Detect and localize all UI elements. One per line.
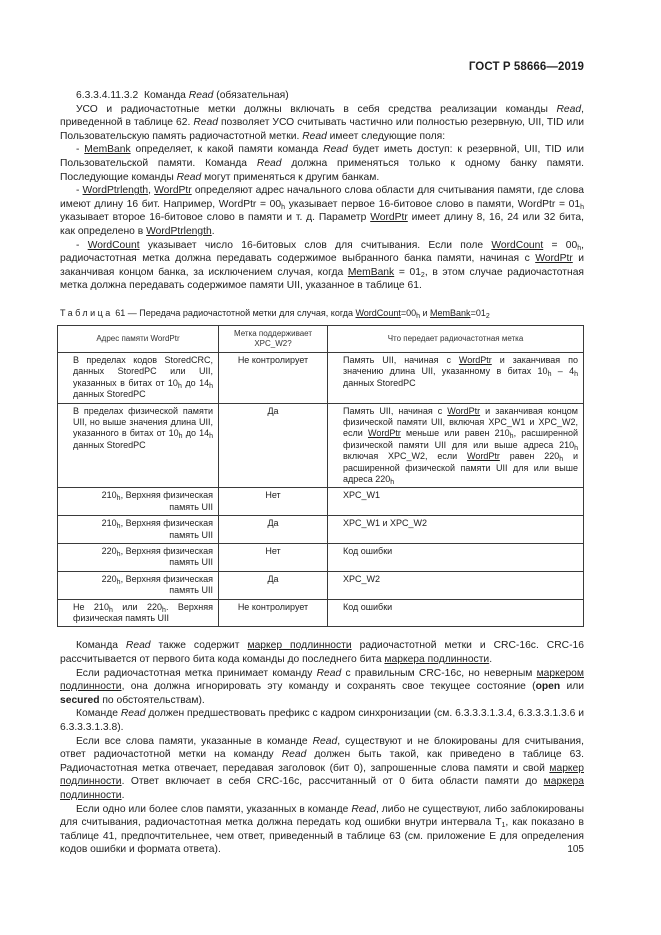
cell-address: $210_h$, Верхняя физическая память UII bbox=[58, 516, 219, 544]
column-header-address: Адрес памяти WordPtr bbox=[58, 325, 219, 352]
table-header-row bbox=[58, 325, 584, 352]
cell-address: Не $210_h$ или $220_h$. Верхняя физическая память UII bbox=[58, 599, 219, 627]
paragraph-error: Если одно или более слов памяти, указанных в команде Read, либо не существуют, либо заблокированы для считывания, радиочастотная метка должна передать код ошибки внутри интервала $T_1$, как показано в таблице 41, предпочтительнее, чем ответ, приведенный в таблице 63 (см. приложение Е для определения кодов ошибки и формата ответа). bbox=[60, 803, 584, 856]
column-header-transmits: Что передает радиочастотная метка bbox=[328, 325, 584, 352]
cell-address: В пределах физической памяти UII, но выше значения длина UII, указанного в битах от $10_h$ до $14_h$ данных StoredPC bbox=[58, 403, 219, 488]
table-61 bbox=[57, 325, 584, 628]
paragraph-response: Если все слова памяти, указанные в команде Read, существуют и не блокированы для считывания, ответ радиочастотной метки на команду Read должен быть такой, как приведено в таблице 63. Радиочастотная метка отвечает, передавая заголовок (бит 0), запрошенные слова памяти и свой маркер подлинности. Ответ включает в себя CRC-16c, рассчитанный от 0 бита области памяти до маркера подлинности. bbox=[60, 735, 584, 801]
cell-transmits: XPC_W2 bbox=[328, 571, 584, 599]
table-row bbox=[58, 516, 584, 544]
paragraph-auth-marker: Команда Read также содержит маркер подлинности радиочастотной метки и CRC-16c. CRC-16 рассчитывается от первого бита кода команды до последнего бита маркера подлинности. bbox=[60, 640, 584, 666]
paragraph-prefix: Команде Read должен предшествовать префикс с кадром синхронизации (см. 6.3.3.3.1.3.4, 6.3.3.3.1.3.6 и 6.3.3.3.1.3.8). bbox=[60, 708, 584, 733]
cell-address: $220_h$, Верхняя физическая память UII bbox=[58, 571, 219, 599]
table-row bbox=[58, 544, 584, 572]
column-header-support: Метка поддерживает XPC_W2? bbox=[219, 325, 328, 352]
cell-support: Нет bbox=[219, 544, 328, 572]
paragraph-invalid-marker: Если радиочастотная метка принимает команду Read с правильным CRC-16c, но неверным маркером подлинности, она должна игнорировать эту команду и сохранять свое текущее состояние (open или secured по обстоятельствам). bbox=[60, 667, 585, 706]
cell-address: $220_h$, Верхняя физическая память UII bbox=[58, 544, 219, 572]
paragraph-membank: - MemBank определяет, к какой памяти команда Read будет иметь доступ: к резервной, UII, TID или Пользовательской памяти. Команда Read должна применяться только к одному банку памяти. Последующие команды Read могут применяться к другим банкам. bbox=[60, 144, 584, 183]
cell-transmits: Память UII, начиная с WordPtr и заканчивая концом физической памяти UII, включая XPC_W1 и XPC_W2, если WordPtr меньше или равен $210_h$, расширенной физической памяти UII для или выше адреса $210_h$ включая XPC_W2, если WordPtr равен $220_h$ и расширенной физической памяти UII для или выше адреса $220_h$ bbox=[328, 403, 584, 488]
section-heading: 6.3.3.4.11.3.2 Команда Read (обязательная) bbox=[76, 90, 289, 101]
table-row bbox=[58, 571, 584, 599]
document-header: ГОСТ Р 58666—2019 bbox=[468, 61, 584, 73]
table-caption: Таблица 61 — Передача радиочастотной метки для случая, когда $WordCount=00_h$ и $MemBank=01_2$ bbox=[60, 307, 490, 320]
cell-address: $210_h$, Верхняя физическая память UII bbox=[58, 488, 219, 516]
cell-support: Да bbox=[219, 571, 328, 599]
cell-transmits: XPC_W1 bbox=[328, 488, 584, 516]
cell-support: Нет bbox=[219, 488, 328, 516]
cell-support: Да bbox=[219, 516, 328, 544]
table-row bbox=[58, 599, 584, 627]
cell-transmits: XPC_W1 и XPC_W2 bbox=[328, 516, 584, 544]
paragraph-wordcount: - WordCount указывает число 16-битовых слов для считывания. Если поле WordCount = $00_h$, радиочастотная метка должна передавать содержимое выбранного банка памяти, начиная с WordPtr и заканчивая концом банка, за исключением случая, когда MemBank = $01_2$, в этом случае радиочастотная метка должна передавать содержимое памяти UII, указанное в таблице 61. bbox=[60, 239, 584, 292]
table-row bbox=[58, 352, 584, 403]
page-number: 105 bbox=[567, 844, 584, 855]
cell-support: Не контролирует bbox=[219, 599, 328, 627]
cell-support: Не контролирует bbox=[219, 352, 328, 403]
cell-transmits: Код ошибки bbox=[328, 544, 584, 572]
cell-support: Да bbox=[219, 403, 328, 488]
paragraph-intro: УСО и радиочастотные метки должны включать в себя средства реализации команды Read, приведенной в таблице 62. Read позволяет УСО считывать частично или полностью резервную, UII, TID или Пользовательскую память радиочастотной метки. Read имеет следующие поля: bbox=[60, 103, 584, 142]
paragraph-wordptr: - WordPtrlength, WordPtr определяют адрес начального слова области для считывания памяти, где слова имеют длину 16 бит. Например, WordPtr = $00_h$ указывает первое 16-битовое слово в памяти, WordPtr = $01_h$ указывает второе 16-битовое слово в памяти и т. д. Параметр WordPtr имеет длину 8, 16, 24 или 32 бита, как определено в WordPtrlength. bbox=[60, 185, 585, 237]
table-row bbox=[58, 488, 584, 516]
table-row bbox=[58, 403, 584, 488]
cell-transmits: Код ошибки bbox=[328, 599, 584, 627]
cell-transmits: Память UII, начиная с WordPtr и заканчивая по значению длина UII, указанному в битах $10_h - 4_h$ данных StoredPC bbox=[328, 352, 584, 403]
cell-address: В пределах кодов StoredCRC, данных StoredPC или UII, указанных в битах от $10_h$ до $14_h$ данных StoredPC bbox=[58, 352, 219, 403]
page-content bbox=[60, 89, 584, 857]
